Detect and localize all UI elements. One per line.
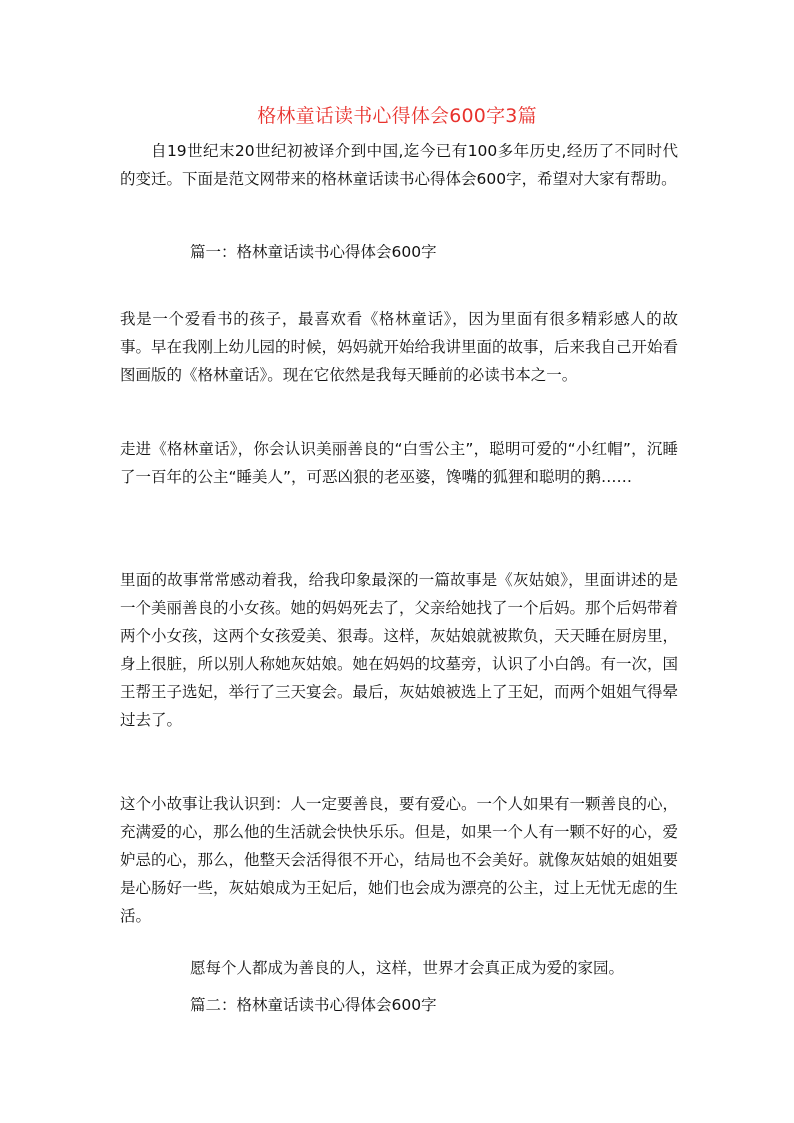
- section-heading-1: 篇一：格林童话读书心得体会600字: [190, 243, 437, 261]
- closing-sentence: 愿每个人都成为善良的人，这样，世界才会真正成为爱的家园。: [190, 959, 625, 977]
- body-paragraph-1: 我是一个爱看书的孩子，最喜欢看《格林童话》，因为里面有很多精彩感人的故事。早在我刚上幼儿园的时候，妈妈就开始给我讲里面的故事，后来我自己开始看图画版的《格林童话》。现在它依然是我每天睡前的必读书本之一。: [120, 310, 679, 384]
- body-paragraph-4: 这个小故事让我认识到：人一定要善良，要有爱心。一个人如果有一颗善良的心，充满爱的心，那么他的生活就会快快乐乐。但是，如果一个人有一颗不好的心，爱妒忌的心，那么，他整天会活得很不开心，结局也不会美好。就像灰姑娘的姐姐要是心肠好一些，灰姑娘成为王妃后，她们也会成为漂亮的公主，过上无忧无虑的生活。: [120, 795, 679, 925]
- body-paragraph-2: 走进《格林童话》，你会认识美丽善良的“白雪公主”，聪明可爱的“小红帽”，沉睡了一百年的公主“睡美人”，可恶凶狠的老巫婆，馋嘴的狐狸和聪明的鹅……: [120, 440, 678, 486]
- section-heading-2: 篇二：格林童话读书心得体会600字: [190, 996, 437, 1014]
- document-title: 格林童话读书心得体会600字3篇: [257, 105, 537, 127]
- body-paragraph-3: 里面的故事常常感动着我，给我印象最深的一篇故事是《灰姑娘》，里面讲述的是一个美丽善良的小女孩。她的妈妈死去了，父亲给她找了一个后妈。那个后妈带着两个小女孩，这两个女孩爱美、狠毒。这样，灰姑娘就被欺负，天天睡在厨房里，身上很脏，所以别人称她灰姑娘。她在妈妈的坟墓旁，认识了小白鸽。有一次，国王帮王子选妃，举行了三天宴会。最后，灰姑娘被选上了王妃，而两个姐姐气得晕过去了。: [120, 571, 679, 729]
- intro-paragraph: 自19世纪末20世纪初被译介到中国,迄今已有100多年历史,经历了不同时代的变迁。下面是范文网带来的格林童话读书心得体会600字，希望对大家有帮助。: [120, 142, 678, 188]
